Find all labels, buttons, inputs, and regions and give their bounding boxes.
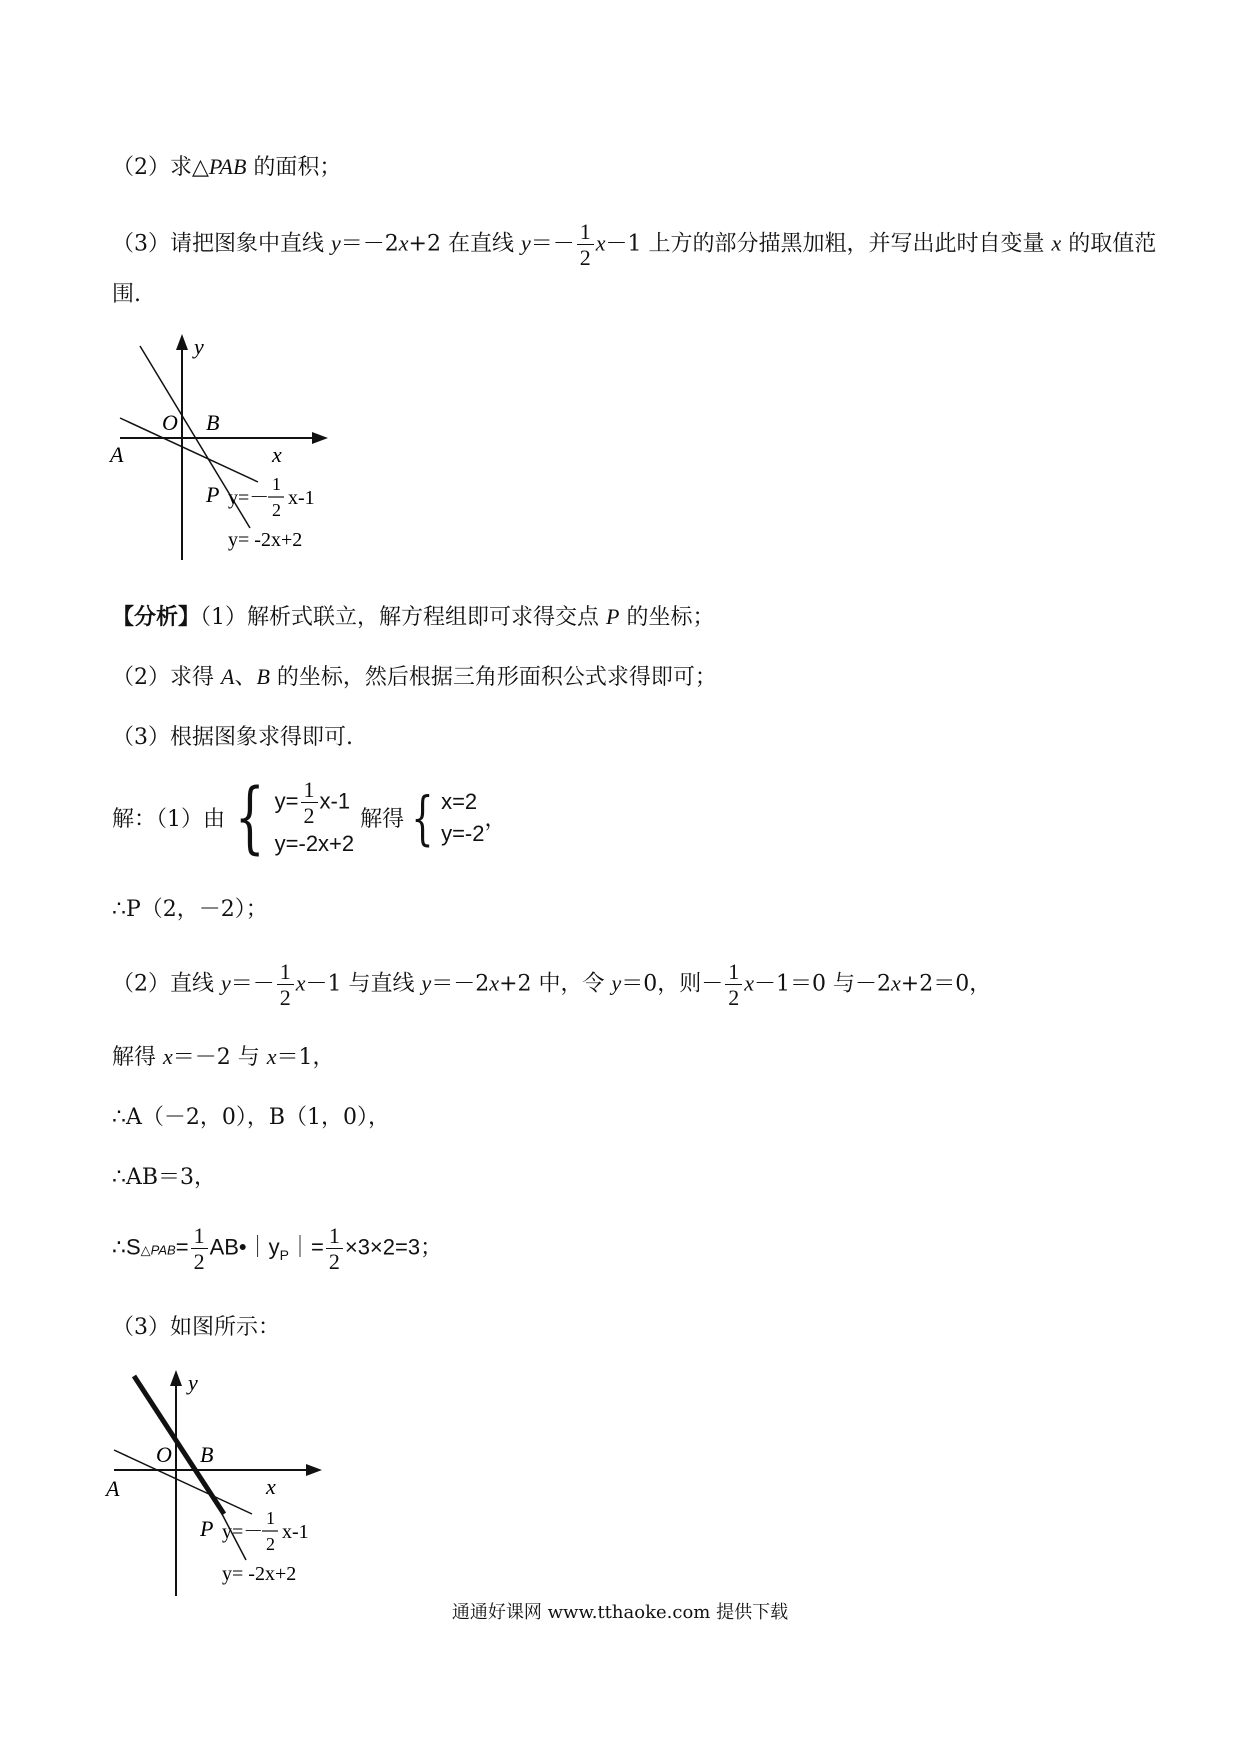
- denominator: 2: [728, 985, 740, 1011]
- sol-text: +2 中，令: [499, 971, 612, 997]
- y-axis-arrow: [170, 1370, 182, 1386]
- sol-var: y: [221, 970, 231, 996]
- sol-text: ＝0，则－: [621, 971, 724, 997]
- sol-text: （2）直线: [112, 971, 221, 997]
- q3-text: ＝－2: [340, 231, 399, 257]
- analysis-var: P: [606, 604, 620, 629]
- row-text: y=: [274, 788, 299, 814]
- numerator: 1: [191, 1224, 208, 1249]
- y-axis-arrow: [176, 334, 188, 350]
- footer-credit: 通通好课网 www.tthaoke.com 提供下载: [451, 1602, 789, 1623]
- sol-text: ＝1，: [276, 1045, 335, 1070]
- label-x: x: [272, 442, 282, 467]
- analysis-2: [112, 660, 717, 691]
- sol-text: ｜=: [288, 1234, 324, 1260]
- system-row: [275, 778, 355, 827]
- eq1-pre: y=－: [222, 1521, 264, 1543]
- solution-6: [112, 1224, 442, 1273]
- q3-text: 的取值范: [1061, 231, 1157, 257]
- brace: {: [411, 783, 434, 852]
- numerator: 1: [301, 778, 318, 803]
- sol-text: +2＝0，: [900, 971, 992, 997]
- label-y: y: [194, 334, 204, 359]
- sol-text: －1 与直线: [305, 971, 422, 997]
- eq1-den: 2: [272, 500, 281, 520]
- numerator: 1: [725, 960, 742, 985]
- q2-text: （2）求△: [112, 155, 209, 180]
- sol-text: ＝－: [230, 971, 275, 997]
- brace: {: [234, 772, 265, 863]
- sol-text: ∴S: [112, 1234, 141, 1260]
- q3-text: （3）请把图象中直线: [112, 231, 331, 257]
- sol-text: ∴A（－2，0），B（1，0），: [112, 1105, 391, 1130]
- sol-var: x: [295, 970, 306, 996]
- analysis-text: （1）解析式联立，解方程组即可求得交点: [200, 605, 607, 630]
- analysis-var: B: [256, 664, 270, 689]
- label-A: A: [106, 1476, 120, 1501]
- sol-var: x: [891, 970, 901, 996]
- question-3: [112, 220, 1156, 269]
- q3-var: x: [1051, 230, 1062, 256]
- analysis-1: [112, 600, 714, 631]
- q3-var: y: [520, 230, 531, 256]
- eq1-num: 1: [272, 474, 281, 494]
- analysis-text: 、: [234, 665, 257, 690]
- system-rows: [275, 778, 355, 857]
- sol-subscript: △PAB: [140, 1242, 176, 1258]
- equation-system-1: [225, 772, 355, 863]
- eq2: y= -2x+2: [228, 529, 303, 551]
- label-P: P: [200, 1516, 214, 1541]
- denominator: 2: [193, 1249, 205, 1275]
- fraction: [191, 1224, 208, 1273]
- sol-text: （3）如图所示：: [112, 1315, 280, 1340]
- numerator: 1: [277, 960, 294, 985]
- row-text: x-1: [319, 788, 351, 814]
- x-axis-arrow: [312, 432, 328, 444]
- q2-var: PAB: [208, 154, 247, 179]
- q3-text: ＝－: [530, 231, 575, 257]
- analysis-var: A: [221, 664, 235, 689]
- sol-var: x: [163, 1044, 173, 1069]
- label-y: y: [188, 1370, 198, 1395]
- q3-var: x: [398, 230, 409, 256]
- analysis-text: 的坐标，然后根据三角形面积公式求得即可；: [269, 665, 717, 690]
- fraction: [725, 960, 742, 1009]
- eq1-pre: y=－: [228, 487, 270, 509]
- denominator: 2: [303, 803, 315, 829]
- system-row: y=-2: [441, 820, 485, 846]
- q3-text: 围.: [112, 282, 141, 307]
- q3-var: y: [331, 230, 341, 256]
- sol-text: ＝－2 与: [172, 1045, 267, 1070]
- question-2: [112, 150, 341, 181]
- q2-text-end: 的面积；: [246, 155, 342, 180]
- denominator: 2: [279, 985, 291, 1011]
- label-B: B: [206, 410, 220, 435]
- solution-2: [112, 960, 991, 1009]
- eq1-den: 2: [266, 1534, 275, 1554]
- sol-text: AB•｜y: [209, 1234, 280, 1260]
- label-O: O: [156, 1442, 172, 1467]
- q3-text: －1 上方的部分描黑加粗，并写出此时自变量: [605, 231, 1052, 257]
- solution-text: 解得: [360, 807, 405, 833]
- solution-4: [112, 1100, 390, 1131]
- analysis-text: （2）求得: [112, 665, 221, 690]
- solution-5: [112, 1160, 216, 1191]
- sol-var: x: [489, 970, 500, 996]
- fraction: [326, 1224, 343, 1273]
- graph-answer: [100, 1362, 380, 1602]
- solution-3: [112, 1040, 335, 1071]
- eq1-post: x-1: [288, 487, 315, 509]
- analysis-3: [112, 720, 353, 751]
- system-row: [275, 831, 355, 857]
- numerator: 1: [326, 1224, 343, 1249]
- sol-text: －1＝0 与－2: [754, 971, 892, 997]
- denominator: 2: [579, 245, 591, 271]
- fraction: [301, 778, 318, 827]
- q3-text: +2 在直线: [408, 231, 521, 257]
- label-A: A: [110, 442, 124, 467]
- sol-var: y: [611, 970, 622, 996]
- sol-text: =: [175, 1234, 189, 1260]
- eq2: y= -2x+2: [222, 1563, 297, 1585]
- label-x: x: [266, 1474, 276, 1499]
- sol-text: ∴AB＝3，: [112, 1165, 217, 1190]
- sol-var: x: [744, 970, 755, 996]
- row-text: y=-2x+2: [274, 831, 355, 857]
- numerator: 1: [577, 220, 594, 245]
- line-y-neg-half-x-minus1: [114, 1450, 252, 1514]
- q3-var: x: [595, 230, 606, 256]
- sol-var: x: [266, 1044, 277, 1069]
- analysis-label: 【分析】: [112, 604, 201, 630]
- solution-text: ∴P（2，－2）；: [112, 897, 268, 922]
- eq1-num: 1: [266, 1508, 275, 1528]
- sol-text: ＝－2: [431, 971, 490, 997]
- sol-text: 解得: [112, 1045, 163, 1070]
- label-O: O: [162, 410, 178, 435]
- fraction: [577, 220, 594, 269]
- analysis-text: （3）根据图象求得即可.: [112, 725, 353, 750]
- solution-7: [112, 1310, 280, 1341]
- label-B: B: [200, 1442, 214, 1467]
- sol-text: ×3×2=3；: [344, 1234, 443, 1260]
- solution-text: ，: [484, 807, 507, 833]
- solution-p: [112, 892, 268, 923]
- sol-subscript: P: [279, 1247, 289, 1264]
- eq1-post: x-1: [282, 1521, 309, 1543]
- equation-system-2: [404, 783, 485, 852]
- system-row: x=2: [441, 788, 478, 814]
- analysis-text: 的坐标；: [619, 605, 715, 630]
- system-rows: [441, 789, 484, 847]
- solution-1: [112, 772, 507, 863]
- fraction: [277, 960, 294, 1009]
- denominator: 2: [328, 1249, 340, 1275]
- graph-question: [100, 330, 380, 570]
- x-axis-arrow: [306, 1464, 322, 1476]
- sol-var: y: [421, 970, 432, 996]
- solution-text: 解：（1）由: [112, 807, 225, 833]
- label-P: P: [206, 482, 220, 507]
- question-3-cont: [112, 277, 141, 308]
